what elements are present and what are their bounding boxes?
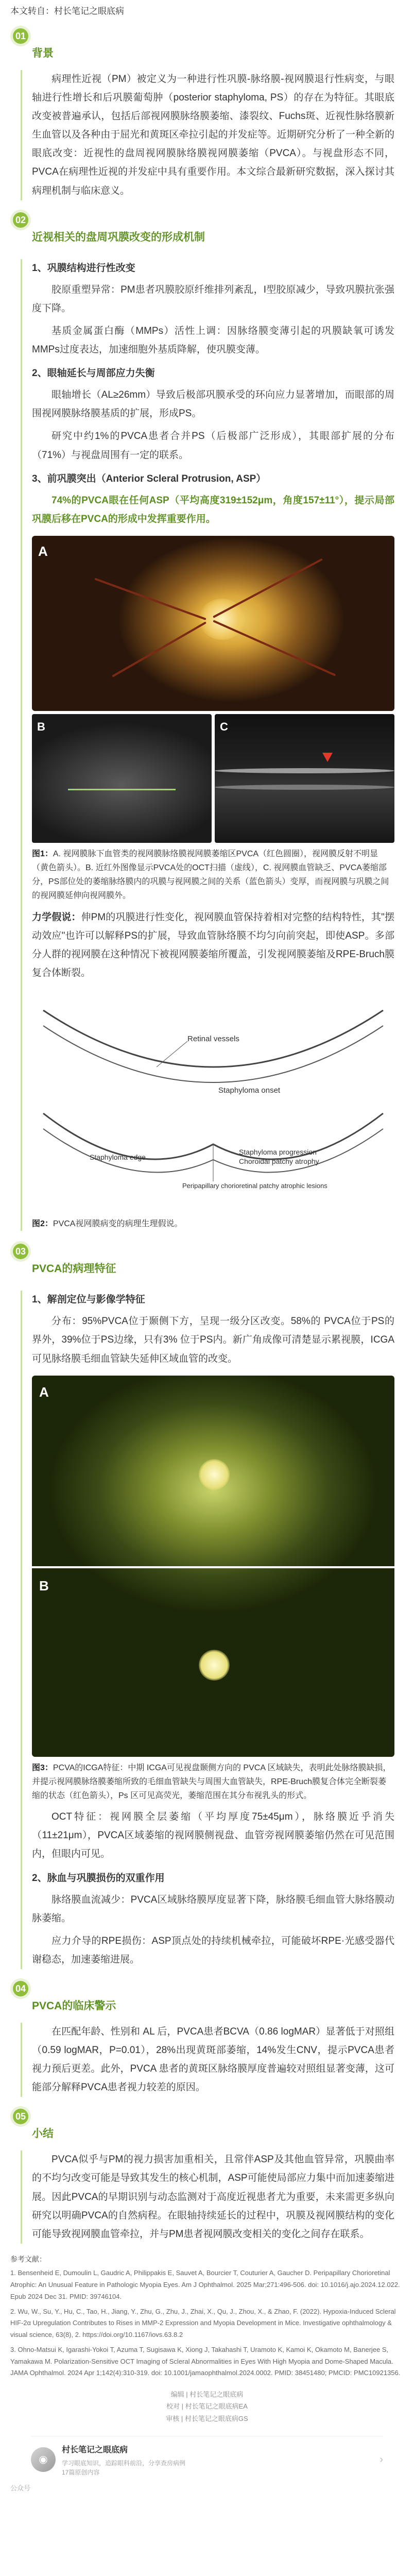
avatar: ◉ bbox=[31, 2447, 56, 2472]
subheading: 1、解剖定位与影像学特征 bbox=[32, 1294, 145, 1306]
subheading: 2、脉血与巩膜损伤的双重作用 bbox=[32, 1872, 165, 1884]
section-body bbox=[0, 1291, 414, 1969]
section-title: 背景 bbox=[32, 47, 54, 59]
paragraph: 基质金属蛋白酶（MMPs）活性上调：因脉络膜变薄引起的巩膜缺氧可诱发MMPs过度表达，加速细胞外基质降解，使巩膜变薄。 bbox=[32, 325, 394, 355]
section-number-badge: 04 bbox=[10, 1978, 31, 1999]
section-body bbox=[0, 2023, 414, 2097]
section-pathology bbox=[0, 1236, 414, 1969]
label-staphyloma-onset: Staphyloma onset bbox=[218, 1086, 281, 1095]
section-number-badge: 01 bbox=[10, 26, 31, 46]
section-header bbox=[0, 205, 414, 254]
label-choroidal-atrophy: Choroidal patchy atrophy bbox=[239, 1157, 319, 1165]
editor-line: 编辑 | 村长笔记之眼底病 bbox=[170, 2391, 244, 2399]
section-summary bbox=[0, 2101, 414, 2243]
section-number-badge: 05 bbox=[10, 2106, 31, 2127]
account-tag: 公众号 bbox=[10, 2484, 31, 2492]
figure-caption: 图2：PVCA视网膜病变的病理生理假说。 bbox=[32, 1219, 183, 1229]
panel-letter-a: A bbox=[39, 1384, 49, 1400]
subheading: 3、前巩膜突出（Anterior Scleral Protrusion, ASP） bbox=[32, 473, 266, 484]
section-header bbox=[0, 2101, 414, 2150]
editor-credits bbox=[0, 2382, 414, 2431]
proofread-line: 校对 | 村长笔记之眼底病EA bbox=[166, 2402, 248, 2411]
figure-caption: 图3：PCVA的ICGA特征：中期 ICGA可见视盘颞侧方向的 PVCA 区域缺失，表明此处脉络膜缺损，并提示视网膜脉络膜萎缩所致的毛细血管缺失与周围大血管缺失，RPE-Bruch膜复合体完全断裂萎缩的状态（红色箭头），Ps 区可见高荧光，萎缩范围在其分布视乳头的形式。 bbox=[32, 1763, 391, 1801]
optic-disc bbox=[199, 1650, 230, 1681]
label-staphyloma-edge: Staphyloma edge bbox=[90, 1153, 146, 1161]
section-background bbox=[0, 21, 414, 200]
paragraph: 分布：95%PVCA位于颞侧下方，呈现一级分区改变。58%的 PVCA位于PS的界外，39%位于PS边缘，只有3% 位于PS内。新广角成像可清楚显示累视膜，ICGA可见脉络膜毛细血管缺失延伸区域血管的改变。 bbox=[32, 1316, 394, 1364]
icga-images bbox=[32, 1376, 394, 1757]
section-title: PVCA的临床警示 bbox=[32, 1999, 116, 2012]
section-header bbox=[0, 21, 414, 70]
section-header bbox=[0, 1236, 414, 1285]
account-article-count: 17篇原创内容 bbox=[62, 2468, 100, 2476]
paragraph: 力学假说：伸PM的巩膜进行性变化，视网膜血管保持着相对完整的结构特性，其"摆动效应"也许可以解释PS的扩展，导致血管脉络膜不均匀向前突起，即使ASP。多部分人群的视网膜在这种情况下被视网膜萎缩所覆盖，引发视网膜萎缩及RPE-Bruch膜复合体断裂。 bbox=[32, 911, 394, 978]
section-number-badge: 03 bbox=[10, 1241, 31, 1262]
paragraph: 脉络膜血流减少：PVCA区域脉络膜厚度显著下降，脉络膜毛细血管大脉络膜动脉萎缩。 bbox=[32, 1894, 394, 1924]
section-title: 小结 bbox=[32, 2128, 54, 2140]
subheading: 2、眼轴延长与周部应力失衡 bbox=[32, 368, 155, 379]
section-header bbox=[0, 1973, 414, 2023]
optic-disc bbox=[199, 1459, 230, 1490]
vessel bbox=[213, 558, 323, 618]
label-progression: Staphyloma progression bbox=[239, 1148, 317, 1156]
paragraph: 应力介导的RPE损伤：ASP顶点处的持续机械牵拉，可能破坏RPE·光感受器代谢稳态，加速萎缩进展。 bbox=[32, 1935, 394, 1965]
paragraph: 研究中约1%的PVCA患者合并PS（后极部广泛形成），其眼部扩展的分布（71%）与视盘周围有一定的联系。 bbox=[32, 431, 394, 461]
account-name: 村长笔记之眼底病 bbox=[62, 2446, 128, 2455]
account-card[interactable] bbox=[31, 2436, 383, 2477]
paragraph: OCT特征：视网膜全层萎缩（平均厚度75±45μm），脉络膜近乎消失（11±21μm），PVCA区域萎缩的视网膜侧视盘、血管旁视网膜萎缩仍然在可见范围内，但眼内可见。 bbox=[32, 1811, 394, 1860]
staphyloma-diagram bbox=[32, 990, 394, 1206]
reference-item: 1. Bensenheid E, Dumoulin L, Gaudric A, Philippakis E, Sauvet A, Bourcier T, Couturier A, Gaucher D. Peripapillary Chorioretinal Atrophic: An Unusual Feature in Pathologic Myopia Eyes. Am J Ophthalmol. 2025 Mar;271:496-506. doi: 10.1016/j.ajo.2024.12.022. Epub 2024 Dec 31. PMID: 39746104. bbox=[10, 2269, 400, 2300]
oct-panel-b: B bbox=[32, 714, 212, 843]
subheading: 1、巩膜结构进行性改变 bbox=[32, 262, 135, 274]
paragraph: 胶原重塑异常：PM患者巩膜胶原纤维排列紊乱，I型胶原减少，导致巩膜抗张强度下降。 bbox=[32, 284, 394, 314]
review-line: 审核 | 村长笔记之眼底病GS bbox=[166, 2414, 248, 2422]
panel-letter-a: A bbox=[38, 543, 48, 559]
label-peripapillary-lesions: Peripapillary chorioretinal patchy atrophic lesions bbox=[182, 1182, 327, 1190]
chevron-right-icon: › bbox=[380, 2454, 383, 2466]
paragraph: 眼轴增长（AL≥26mm）导致后极部巩膜承受的环向应力显著增加，而眼部的周围视网膜脉络膜基质的扩展，形成PS。 bbox=[32, 389, 394, 419]
figure-3 bbox=[32, 1376, 394, 1803]
figure-1 bbox=[32, 536, 394, 903]
section-body bbox=[0, 259, 414, 1231]
section-title: PVCA的病理特征 bbox=[32, 1263, 116, 1275]
reference-item: 2. Wu, W., Su, Y., Hu, C., Tao, H., Jiang, Y., Zhu, G., Zhu, J., Zhai, X., Qu, J., Zhou, X., & Zhao, F. (2022). Hypoxia-Induced Scleral HIF-2α Upregulation Contributes to Rises in MMP-2 Expression and Myopia Development in Mice. Investigative ophthalmology & visual science, 63(8), 2. https://doi.org/10.1167/iovs.63.8.2 bbox=[10, 2307, 396, 2339]
reference-item: 3. Ohno-Matsui K, Igarashi-Yokoi T, Azuma T, Sugisawa K, Xiong J, Takahashi T, Uramoto K, Kamoi K, Okamoto M, Banerjee S, Yamakawa M. Polarization-Sensitive OCT Imaging of Scleral Abnormalities in Eyes With High Myopia and Dome-Shaped Macula. JAMA Ophthalmol. 2024 Apr 1;142(4):310-319. doi: 10.1001/jamaophthalmol.2024.0002. PMID: 38451480; PMCID: PMC10921356. bbox=[10, 2345, 401, 2377]
account-description: 学习眼底知识，追踪眼科前沿，分享查房病例 bbox=[62, 2459, 186, 2467]
figure-2 bbox=[32, 990, 394, 1231]
oct-panels bbox=[32, 714, 394, 843]
paragraph: 病理性近视（PM）被定义为一种进行性巩膜-脉络膜-视网膜退行性病变，与眼轴进行性增长和后巩膜葡萄肿（posterior staphyloma, PS）的存在为特征。其眼底改变被普遍承认，包括后部视网膜脉络膜萎缩、漆裂纹、Fuchs斑、近视性脉络膜新生血管以及各种由于屈光和黄斑区牵拉引起的并发症等。近期研究分析了一种全新的眼底改变：近视性的盘周视网膜脉络膜视网膜萎缩（PVCA）。与视盘形态不同，PVCA在病理性近视的并发症中具有重要作用。本文综合最新研究数据，深入探讨其病理机制与临床意义。 bbox=[32, 74, 394, 196]
panel-letter-b: B bbox=[39, 1578, 49, 1594]
vessel bbox=[213, 620, 336, 676]
source-line: 本文转自：村长笔记之眼底病 bbox=[10, 6, 124, 16]
label-retinal-vessels: Retinal vessels bbox=[187, 1035, 239, 1043]
references bbox=[0, 2248, 414, 2379]
section-mechanism bbox=[0, 205, 414, 1231]
paragraph: PVCA似乎与PM的视力损害加重相关，且常伴ASP及其他血管异常，巩膜曲率的不均匀改变可能是导致其发生的核心机制，ASP可能使局部应力集中而加速萎缩进展。因此PVCA的早期识别与动态监测对于高度近视患者尤为重要，未来需更多纵向研究以明确PVCA的自然病程。在眼轴持续延长的过程中，巩膜及视网膜结构的变化可能导致视网膜血管牵拉，并与PM患者视网膜改变相关的变化之间存在联系。 bbox=[32, 2154, 394, 2240]
section-clinical bbox=[0, 1973, 414, 2097]
section-number-badge: 02 bbox=[10, 210, 31, 230]
oct-panel-c: C bbox=[215, 714, 394, 843]
section-body bbox=[0, 70, 414, 200]
paragraph-highlight: 74%的PVCA眼在任何ASP（平均高度319±152μm，角度157±11°），提示局部巩膜后移在PVCA的形成中发挥重要作用。 bbox=[32, 495, 394, 524]
vessel bbox=[94, 578, 206, 620]
vessel bbox=[112, 622, 206, 677]
figure-caption: 图1：A. 视网膜脉下血管类的视网膜脉络膜视网膜萎缩区PVCA（红色圆圈），视网膜反射不明显（黄色箭头）。B. 近红外图像显示PVCA处的OCT扫描（虚线），C. 视网膜血管缺乏、PVCA萎缩部分，PS部位处的萎缩脉络膜内的巩膜与视网膜之间的关系（蓝色箭头）变厚，而视网膜与巩膜之间的视网膜延伸向视网膜外。 bbox=[32, 849, 389, 901]
references-heading: 参考文献： bbox=[10, 2255, 46, 2263]
section-title: 近视相关的盘周巩膜改变的形成机制 bbox=[32, 231, 205, 243]
paragraph: 在匹配年龄、性别和 AL 后，PVCA患者BCVA（0.86 logMAR）显著低于对照组（0.59 logMAR，P=0.01），28%出现黄斑部萎缩，14%发生CNV，提示PVCA患者视力预后更差。此外，PVCA 患者的黄斑区脉络膜厚度普遍较对照组显著变薄，这可能部分解释PVCA患者视力较差的原因。 bbox=[32, 2026, 394, 2093]
fundus-photo-a bbox=[32, 536, 394, 711]
section-body bbox=[0, 2150, 414, 2243]
